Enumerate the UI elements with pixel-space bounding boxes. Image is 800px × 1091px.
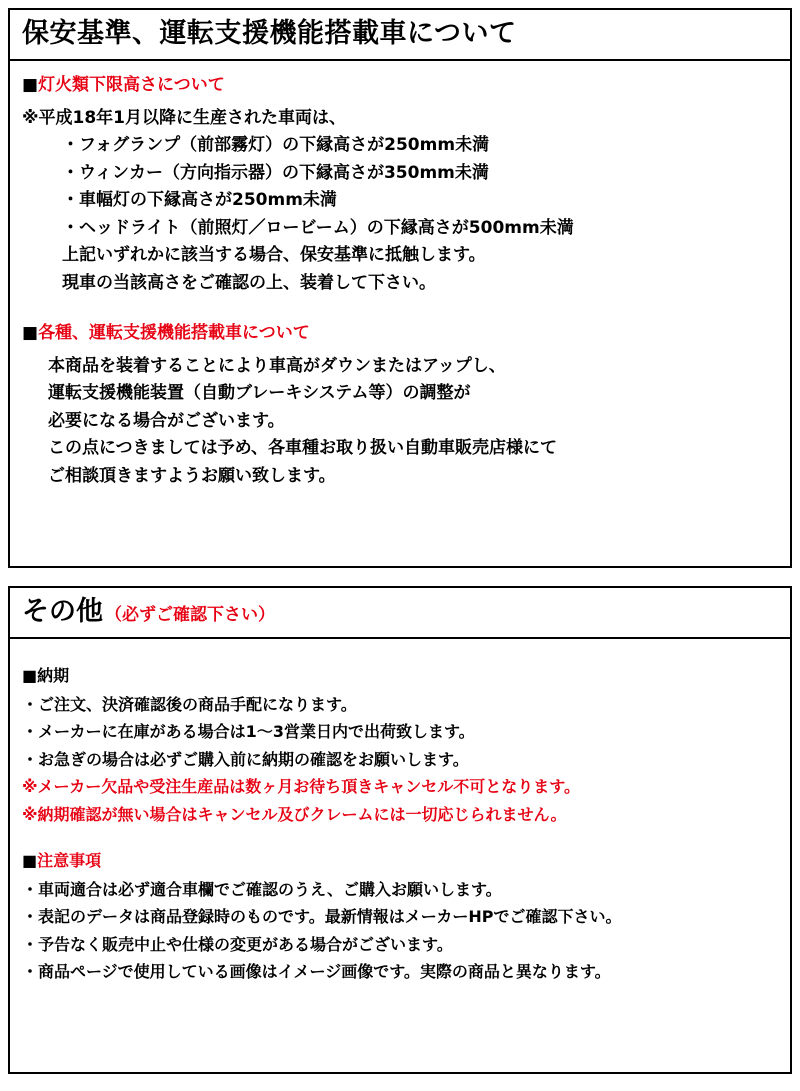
caution-line-2: ・予告なく販売中止や仕様の変更がある場合がございます。 bbox=[22, 934, 453, 954]
safety-standard-panel bbox=[8, 8, 792, 568]
delivery-heading-text: 納期 bbox=[37, 666, 70, 686]
section-gap bbox=[22, 297, 778, 319]
other-notes-subtitle: （必ずご確認下さい） bbox=[105, 605, 275, 625]
safety-standard-header bbox=[10, 10, 790, 61]
other-notes-body bbox=[10, 639, 790, 986]
driver-assist-line-3: この点につきましては予め、各車種お取り扱い自動車販売店様にて bbox=[48, 438, 557, 459]
delivery-line-1: ・メーカーに在庫がある場合は1～3営業日内で出荷致します。 bbox=[22, 722, 475, 742]
other-notes-title: その他 bbox=[22, 596, 103, 627]
delivery-line-0: ・ご注文、決済確認後の商品手配になります。 bbox=[22, 694, 357, 714]
lighting-line-2: ・ウィンカー（方向指示器）の下縁高さが350mm未満 bbox=[62, 162, 489, 183]
square-bullet-icon-2: ■ bbox=[22, 323, 39, 344]
delivery-red-line-0: ※メーカー欠品や受注生産品は数ヶ月お待ち頂きキャンセル不可となります。 bbox=[22, 777, 580, 797]
mid-spacer bbox=[22, 828, 778, 848]
lighting-line-6: 現車の当該高さをご確認の上、装着して下さい。 bbox=[62, 272, 436, 293]
driver-assist-heading-text: 各種、運転支援機能搭載車について bbox=[38, 323, 310, 344]
caution-line-1: ・表記のデータは商品登録時のものです。最新情報はメーカーHPでご確認下さい。 bbox=[22, 907, 622, 927]
delivery-section-heading bbox=[22, 663, 778, 689]
caution-section-heading bbox=[22, 848, 778, 874]
lighting-line-3: ・車幅灯の下縁高さが250mm未満 bbox=[62, 190, 337, 211]
lighting-height-heading-text: 灯火類下限高さについて bbox=[38, 75, 225, 96]
lighting-height-section-heading bbox=[22, 73, 778, 99]
driver-assist-line-2: 必要になる場合がございます。 bbox=[48, 410, 285, 431]
other-notes-header bbox=[10, 588, 790, 639]
safety-standard-title: 保安基準、運転支援機能搭載車について bbox=[22, 18, 517, 49]
lighting-line-1: ・フォグランプ（前部霧灯）の下縁高さが250mm未満 bbox=[62, 135, 490, 156]
delivery-line-2: ・お急ぎの場合は必ずご購入前に納期の確認をお願いします。 bbox=[22, 749, 469, 769]
driver-assist-section-heading bbox=[22, 321, 778, 347]
delivery-red-line-1: ※納期確認が無い場合はキャンセル及びクレームには一切応じられません。 bbox=[22, 804, 567, 824]
top-spacer bbox=[22, 649, 778, 663]
caution-line-3: ・商品ページで使用している画像はイメージ画像です。実際の商品と異なります。 bbox=[22, 962, 611, 982]
driver-assist-line-1: 運転支援機能装置（自動ブレーキシステム等）の調整が bbox=[48, 383, 471, 404]
square-bullet-icon-3: ■ bbox=[22, 666, 38, 686]
square-bullet-icon: ■ bbox=[22, 75, 39, 96]
square-bullet-icon-4: ■ bbox=[22, 851, 38, 871]
caution-heading-text: 注意事項 bbox=[37, 851, 102, 871]
lighting-line-5: 上記いずれかに該当する場合、保安基準に抵触します。 bbox=[62, 245, 486, 266]
lighting-line-4: ・ヘッドライト（前照灯／ロービーム）の下縁高さが500mm未満 bbox=[62, 217, 574, 238]
lighting-line-0: ※平成18年1月以降に生産された車両は、 bbox=[22, 107, 347, 128]
other-notes-panel bbox=[8, 586, 792, 1074]
safety-standard-body bbox=[10, 61, 790, 490]
driver-assist-line-0: 本商品を装着することにより車高がダウンまたはアップし、 bbox=[48, 355, 506, 376]
driver-assist-line-4: ご相談頂きますようお願い致します。 bbox=[48, 465, 336, 486]
caution-line-0: ・車両適合は必ず適合車欄でご確認のうえ、ご購入お願いします。 bbox=[22, 879, 502, 899]
other-notes-title-row bbox=[22, 596, 778, 627]
